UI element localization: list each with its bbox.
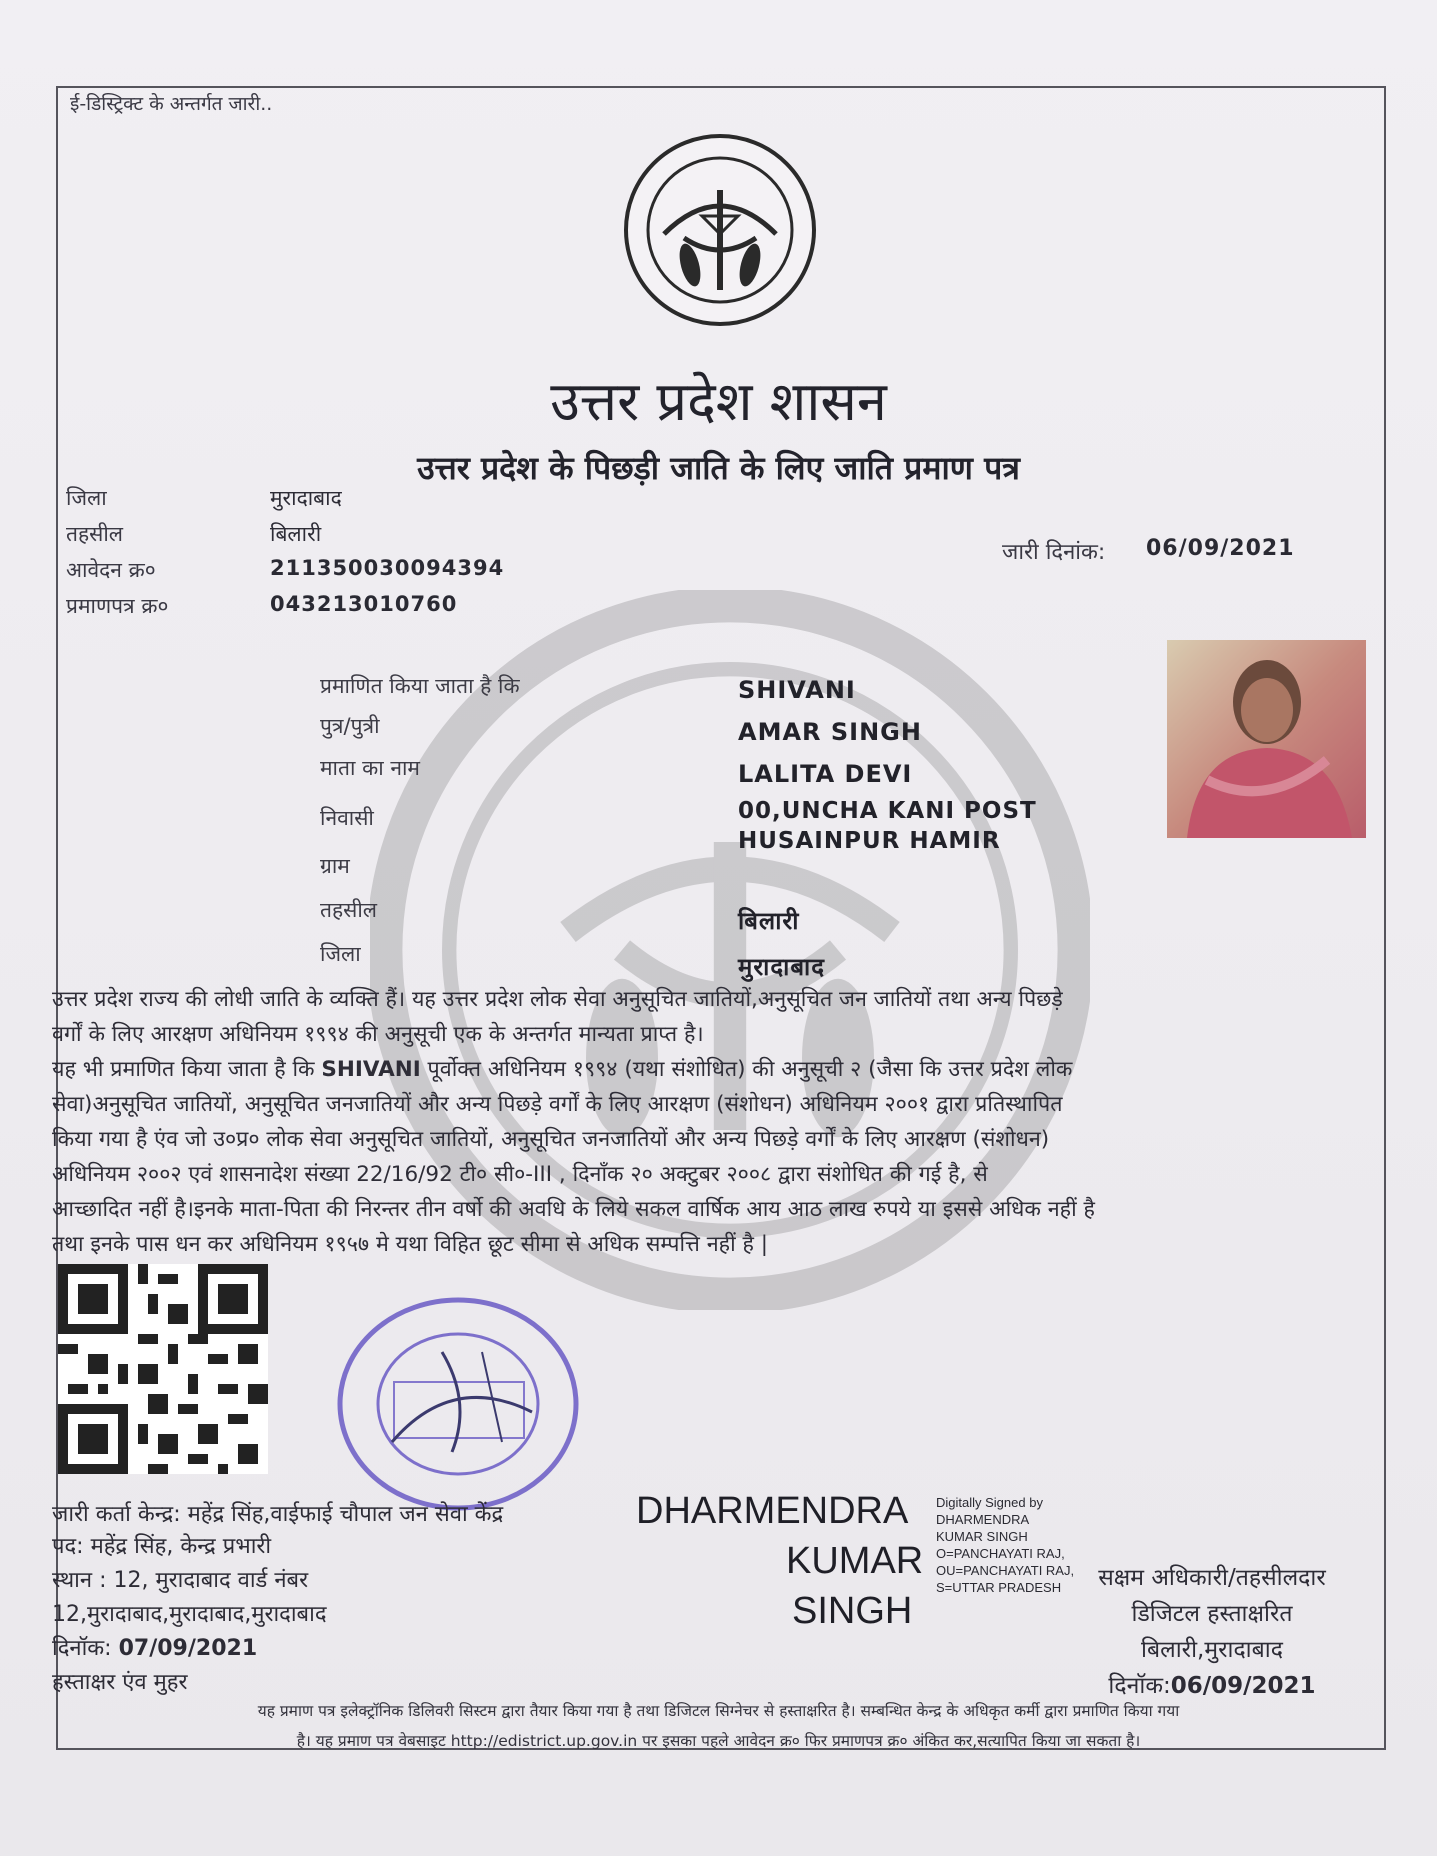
applicant-photo (1167, 640, 1366, 838)
resident-label: निवासी (320, 806, 374, 830)
authority-title: सक्षम अधिकारी/तहसीलदार (1098, 1565, 1326, 1591)
son-daughter-label: पुत्र/पुत्री (320, 714, 380, 738)
signer-name-line-2: KUMAR (786, 1540, 924, 1582)
issuing-centre: जारी कर्ता केन्द्र: महेंद्र सिंह,वाईफाई चौपाल जन सेवा केंद्र (52, 1502, 504, 1527)
authority-date: दिनॉक:06/09/2021 (1108, 1673, 1316, 1699)
tehsil-label: तहसील (66, 522, 123, 546)
authority-place: बिलारी,मुरादाबाद (1141, 1637, 1283, 1663)
district-label: जिला (66, 486, 107, 510)
body-line: वर्गों के लिए आरक्षण अधिनियम १९९४ की अनुसूची एक के अन्तर्गत मान्यता प्राप्त है। (52, 1022, 704, 1047)
body-line: उत्तर प्रदेश राज्य की लोधी जाति के व्यक्ति हैं। यह उत्तर प्रदेश लोक सेवा अनुसूचित जातियों,अनुसूचित जन जातियों तथा अन्य पिछड़े (52, 987, 1063, 1012)
up-government-emblem-icon (620, 130, 820, 330)
address-line-2: HUSAINPUR HAMIR (738, 828, 1001, 854)
address-line-1: 00,UNCHA KANI POST (738, 798, 1037, 824)
designation: पद: महेंद्र सिंह, केन्द्र प्रभारी (52, 1534, 272, 1559)
location-line-1: स्थान : 12, मुरादाबाद वार्ड नंबर (52, 1568, 309, 1593)
field-tehsil-value: बिलारी (738, 907, 800, 935)
certificate-subtitle: उत्तर प्रदेश के पिछड़ी जाति के लिए जाति प्रमाण पत्र (417, 449, 1020, 487)
certificate-body (52, 982, 1367, 1262)
application-no-label: आवेदन क्र० (66, 558, 156, 582)
district-value: मुरादाबाद (270, 486, 342, 510)
digital-signature-details: Digitally Signed by DHARMENDRA KUMAR SINGH O=PANCHAYATI RAJ, OU=PANCHAYATI RAJ, S=UTTAR PRADESH (936, 1495, 1075, 1595)
issue-date-label: जारी दिनांक: (1002, 540, 1106, 565)
mother-name-label: माता का नाम (320, 756, 420, 780)
note-line: यह प्रमाण पत्र इलेक्ट्रॉनिक डिलिवरी सिस्टम द्वारा तैयार किया गया है तथा डिजिटल सिग्नेचर से हस्ताक्षरित है। सम्बन्धित केन्द्र के अधिकृत कर्मी द्वारा प्रमाणित किया गया (257, 1702, 1180, 1720)
qr-code-icon[interactable] (58, 1264, 268, 1474)
authority-signed: डिजिटल हस्ताक्षरित (1131, 1601, 1293, 1627)
field-district-value: मुरादाबाद (738, 953, 826, 981)
signer-name-line-1: DHARMENDRA (636, 1490, 909, 1532)
field-district-label: जिला (320, 942, 361, 966)
field-tehsil-label: तहसील (320, 898, 377, 922)
edistrict-header-note: ई-डिस्ट्रिक्ट के अन्तर्गत जारी.. (70, 93, 273, 115)
certificate-no-value: 043213010760 (270, 592, 458, 616)
jan-seva-kendra-stamp-icon (332, 1292, 584, 1514)
page-title: उत्तर प्रदेश शासन (550, 370, 887, 433)
body-line: सेवा)अनुसूचित जातियों, अनुसूचित जनजातियों और अन्य पिछड़े वर्गों के लिए आरक्षण (संशोधन) अधिनियम २००१ द्वारा प्रतिस्थापित (52, 1092, 1063, 1117)
issue-date-value: 06/09/2021 (1146, 536, 1295, 561)
footer-date: दिनॉक: 07/09/2021 (52, 1636, 258, 1661)
note-line: है। यह प्रमाण पत्र वेबसाइट http://edistrict.up.gov.in पर इसका पहले आवेदन क्र० फिर प्रमाणपत्र क्र० अंकित कर,सत्यापित किया जा सकता है। (296, 1732, 1141, 1750)
body-line: यह भी प्रमाणित किया जाता है कि SHIVANI पूर्वोक्त अधिनियम १९९४ (यथा संशोधित) की अनुसूची २ (जैसा कि उत्तर प्रदेश लोक (52, 1057, 1073, 1082)
body-line: किया गया है एंव जो उ०प्र० लोक सेवा अनुसूचित जातियों, अनुसूचित जनजातियों और अन्य पिछड़े वर्गों के लिए आरक्षण (संशोधन) (52, 1127, 1050, 1152)
signature-seal-label: हस्ताक्षर एंव मुहर (52, 1670, 188, 1695)
village-label: ग्राम (320, 854, 350, 878)
certificate-no-label: प्रमाणपत्र क्र० (66, 594, 169, 618)
father-name: AMAR SINGH (738, 718, 922, 746)
person-name: SHIVANI (738, 676, 856, 704)
tehsil-value: बिलारी (270, 522, 322, 546)
certified-label: प्रमाणित किया जाता है कि (320, 674, 520, 698)
body-line: आच्छादित नहीं है।इनके माता-पिता की निरन्तर तीन वर्षो की अवधि के लिये सकल वार्षिक आय आठ लाख रुपये या इससे अधिक नहीं है (52, 1197, 1095, 1222)
location-line-2: 12,मुरादाबाद,मुरादाबाद,मुरादाबाद (52, 1602, 327, 1627)
mother-name: LALITA DEVI (738, 760, 913, 788)
verification-note (0, 1696, 1437, 1756)
body-line: अधिनियम २००२ एवं शासनादेश संख्या 22/16/92 टी० सी०-III , दिनाँक २० अक्टुबर २००८ द्वारा संशोधित की गई है, से (52, 1162, 988, 1187)
signer-name-line-3: SINGH (792, 1590, 913, 1632)
applicant-portrait-icon (1167, 640, 1366, 838)
application-no-value: 211350030094394 (270, 556, 505, 580)
person-name-inline: SHIVANI (321, 1057, 421, 1082)
body-line: तथा इनके पास धन कर अधिनियम १९५७ मे यथा विहित छूट सीमा से अधिक सम्पत्ति नहीं है | (52, 1232, 768, 1257)
